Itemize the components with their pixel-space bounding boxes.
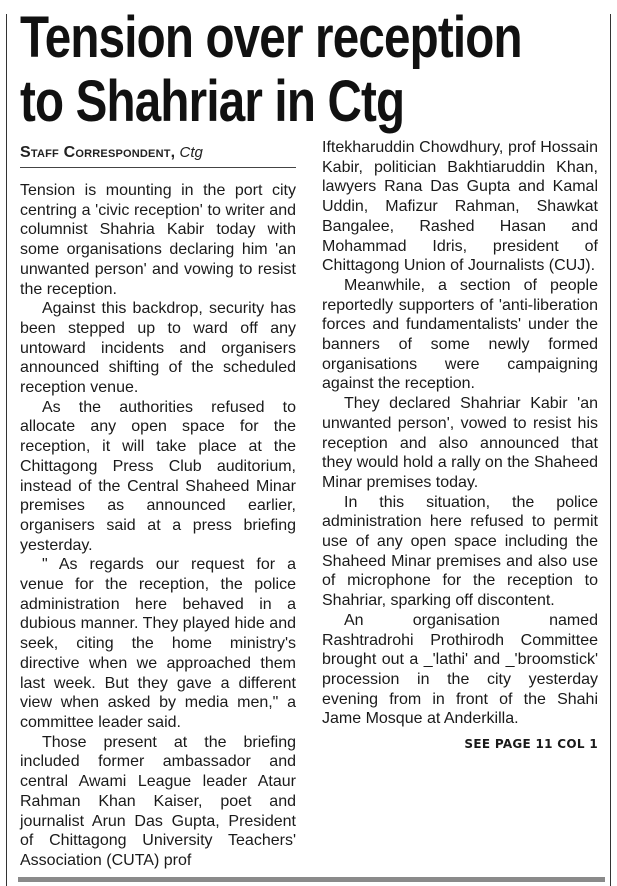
headline-line-1: Tension over reception: [20, 5, 522, 70]
right-column: [322, 138, 598, 755]
paragraph: Those present at the briefing included former ambassador and central Awami League leader Ataur Rahman Khan Kaiser, poet and journalist Arun Das Gupta, President of Chittagong University Teachers' Association (CUTA) prof: [20, 733, 296, 869]
byline: [20, 144, 296, 168]
paragraph: In this situation, the police administration here refused to permit use of any open space including the Shaheed Minar premises and also use of microphone for the reception to Shahriar, sparking off discontent.: [322, 493, 598, 610]
frame-right-rule: [610, 14, 611, 886]
paragraph: Iftekharuddin Chowdhury, prof Hossain Kabir, politician Bakhtiaruddin Khan, lawyers Rana Das Gupta and Kamal Uddin, Mafizur Rahman, Shawkat Bangalee, Rashed Hasan and Mohammad Idris, president of Chittagong Union of Journalists (CUJ).: [322, 139, 598, 275]
paragraph: They declared Shahriar Kabir 'an unwanted person', vowed to resist his reception and also announced that they would hold a rally on the Shaheed Minar premises today.: [322, 395, 598, 491]
byline-location: Ctg: [179, 144, 203, 161]
continuation-jump-link: SEE PAGE 11 COL 1: [464, 737, 598, 752]
headline: [20, 5, 522, 134]
paragraph: " As regards our request for a venue for the reception, the police administration here behaved in a dubious manner. They played hide and seek, citing the home ministry's directive when we approached them last week. But they gave a different view when asked by media men," a committee leader said.: [20, 556, 296, 731]
left-column: [20, 181, 296, 871]
byline-author: Staff Correspondent,: [20, 144, 176, 161]
paragraph: Tension is mounting in the port city centring a 'civic reception' to writer and columnist Shahria Kabir today with some organisations declaring him 'an unwanted person' and vowing to resist the reception.: [20, 182, 296, 298]
frame-left-rule: [6, 14, 7, 886]
paragraph: An organisation named Rashtradrohi Prothirodh Committee brought out a _'lathi' and _'broomstick' procession in the city yesterday evening from in front of the Shahi Jame Mosque at Anderkilla.: [322, 611, 598, 728]
paragraph: As the authorities refused to allocate any open space for the reception, it will take place at the Chittagong Press Club auditorium, instead of the Central Shaheed Minar premises as announced earlier, organisers said at a press briefing yesterday.: [20, 398, 296, 554]
paragraph: Against this backdrop, security has been stepped up to ward off any untoward incidents and organisers announced shifting of the scheduled reception venue.: [20, 300, 296, 397]
paragraph: Meanwhile, a section of people reportedly supporters of 'anti-liberation forces and fundamentalists' under the banners of some newly formed organisations were campaigning against the reception.: [322, 276, 598, 393]
bottom-rule: [18, 877, 605, 882]
headline-line-2: to Shahriar in Ctg: [20, 69, 405, 134]
